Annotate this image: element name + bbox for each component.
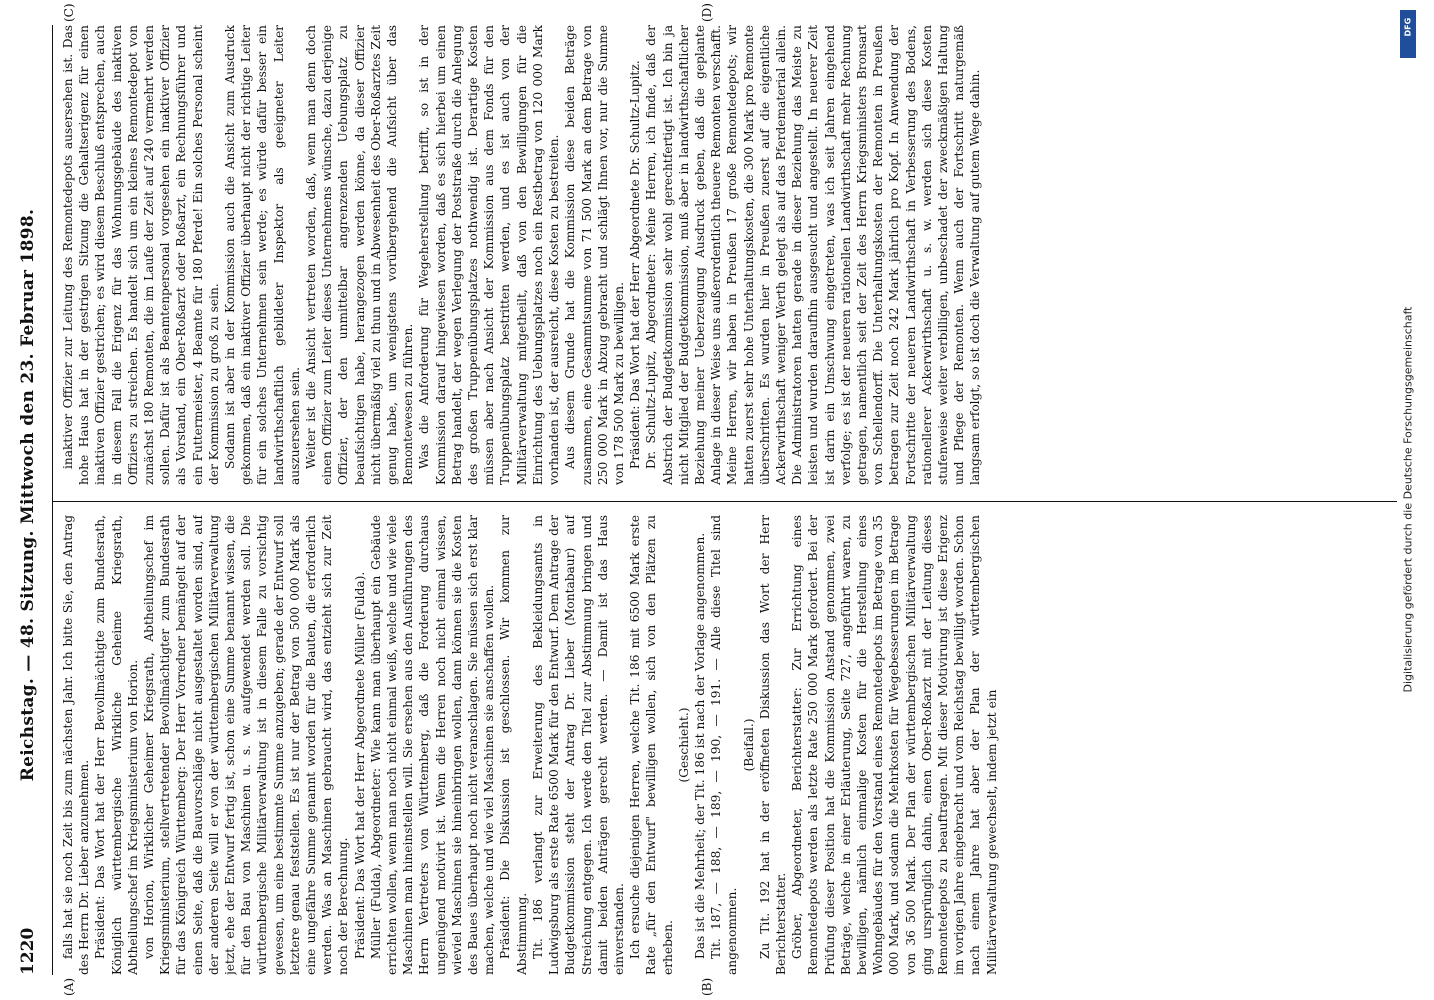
page-number: 1220 — [18, 927, 38, 975]
dfg-logo-text: DFG — [1403, 17, 1413, 37]
digitization-credit — [1394, 0, 1422, 1000]
dfg-logo — [1400, 10, 1416, 58]
paragraph: Präsident: Die Diskussion ist geschlossen. Wir kommen zur Abstimmung. — [498, 515, 529, 975]
margin-marker-b: (B) — [700, 977, 714, 996]
paragraph: Tit. 186 verlangt zur Erweiterung des Bekleidungsamts in Ludwigsburg als erste Rate 6500 Mark für den Entwurf. Dem Antrage der Budgetkommission steht der Antrag Dr. Lieber (Montabaur) auf Streichung entgegen. Ich werde den Titel zur Abstimmung bringen und damit beiden Anträgen gerecht werden. — Damit ist das Haus einverstanden. — [530, 515, 626, 975]
column-divider — [52, 501, 1397, 502]
paragraph: Tit. 187, — 188, — 189, — 190, — 191. — Alle diese Titel sind angenommen. — [709, 515, 740, 975]
paragraph: Weiter ist die Ansicht vertreten worden, daß, wenn man denn doch einen Offizier zum Leiter dieses Unternehmens wünsche, dazu derjenige Offizier, der den unmittelbar angrenzenden Uebungsplatz zu beaufsichtigen habe, herangezogen werden könne, da dieser Offizier nicht übermäßig viel zu thun und in Abwesenheit des Ober-Roßarztes Zeit genug habe, um wenigstens vorübergehend die Aufsicht über das Remontewesen zu führen. — [304, 25, 416, 485]
paragraph: Zu Tit. 192 hat in der eröffneten Diskussion das Wort der Herr Berichterstatter. — [757, 515, 788, 975]
page-header — [10, 0, 50, 1000]
stage-direction: (Geschieht.) — [676, 707, 691, 783]
paragraph: Aus diesem Grunde hat die Kommission diese beiden Beträge zusammen, eine Gesammtsumme von 71 500 Mark an dem Betrage von 250 000 Mark in Abzug gebracht und schlägt Ihnen vor, nur die Summe von 178 500 Mark zu bewilligen. — [563, 25, 626, 485]
paragraph: Sodann ist aber in der Kommission auch die Ansicht zum Ausdruck gekommen, daß ein inaktiver Offizier überhaupt nicht der richtige Leiter für ein solches Unternehmen sein werde; es würde dafür besser ein landwirthschaftlich gebildeter Inspektor als geeigneter Leiter auszuersehen sein. — [223, 25, 302, 485]
right-column — [60, 25, 1390, 485]
paragraph: Was die Anforderung für Wegeherstellung betrifft, so ist in der Kommission darauf hingewiesen worden, daß es sich hierbei um einen Betrag handelt, der wegen Verlegung der Poststraße durch die Anlegung des großen Truppenübungsplatzes nothwendig ist. Derartige Kosten müssen aber nach Ansicht der Kommission aus dem Fonds für den Truppenübungsplatz bestritten werden, und es ist auch von der Militärverwaltung mitgetheilt, daß von den Bewilligungen für die Einrichtung des Uebungsplatzes noch ein Restbetrag von 120 000 Mark vorhanden ist, der ausreicht, diese Kosten zu bestreiten. — [417, 25, 562, 485]
paragraph: falls hat sie noch Zeit bis zum nächsten Jahr. Ich bitte Sie, den Antrag des Herrn Dr. Lieber anzunehmen. — [61, 515, 92, 975]
left-column — [60, 515, 1390, 975]
paragraph: Präsident: Das Wort hat der Herr Bevollmächtigte zum Bundesrath, Königlich württembergische Wirkliche Geheime Kriegsrath, Abtheilungschef im Kriegsministerium von Horion. — [93, 515, 140, 975]
header-rule — [52, 25, 53, 975]
margin-marker-c: (C) — [62, 3, 76, 22]
paragraph: inaktiver Offizier zur Leitung des Remontedepots ausersehen ist. Das hohe Haus hat in der gestrigen Sitzung die Gehaltserigenz für einen inaktiven Offizier gestrichen; es wird diesem Beschluß entsprechen, auch in diesem Fall die Erigenz für das Wohnungsgebäude des inaktiven Offiziers zu streichen. Es handelt sich um ein kleines Remontedepot von zunächst 180 Remonten, die im Laufe der Zeit auf 240 vermehrt werden sollen. Dafür ist als Beamtenpersonal vorgesehen ein inaktiver Offizier als Vorstand, ein Ober-Roßarzt oder Roßarzt, ein Rechnungsführer und ein Futtermeister, 4 Beamte für 180 Pferde! Ein solches Personal scheint der Kommission zu groß zu sein. — [61, 25, 221, 485]
margin-marker-d: (D) — [700, 3, 714, 22]
paragraph: von Horion, Wirklicher Geheimer Kriegsrath, Abtheilungschef im Kriegsministerium, stellvertretender Bevollmächtigter zum Bundesrath für das Königreich Württemberg: Der Herr Vorredner bemängelt auf der einen Seite, daß die Bauvorschläge nicht ausgestaltet worden sind, auf der anderen Seite will er von der württembergischen Militärverwaltung jetzt, ehe der Entwurf fertig ist, schon eine Summe benannt wissen, die für den Bau von Maschinen u. s. w. aufgewendet werden soll. Die württembergische Militärverwaltung ist in diesem Falle zu vorsichtig gewesen, um eine bestimmte Summe anzugeben; gerade der Entwurf soll letztere genau feststellen. Es ist nur der Betrag von 500 000 Mark als eine ungefähre Summe genannt worden für die Bauten, die erforderlich werden. Was an Maschinen gebraucht wird, das entzieht sich zur Zeit noch der Berechnung. — [142, 515, 351, 975]
credit-text: Digitalisierung gefördert durch die Deutsche Forschungsgemeinschaft — [1401, 306, 1415, 693]
stage-direction: (Beifall.) — [741, 718, 756, 772]
paragraph: Präsident: Das Wort hat der Herr Abgeordnete Dr. Schultz-Lupitz. — [628, 60, 643, 469]
margin-marker-a: (A) — [62, 977, 76, 996]
paragraph: Das ist die Mehrheit; der Tit. 186 ist nach der Vorlage angenommen. — [692, 532, 707, 959]
paragraph: Dr. Schultz-Lupitz, Abgeordneter: Meine Herren, ich finde, daß der Abstrich der Budgetkommission sehr wohl gerechtfertigt ist. Ich bin ja nicht Mitglied der Budgetkommission, muß aber in landwirthschaftlicher Beziehung meiner Ueberzeugung Ausdruck geben, daß die geplante Anlage in dieser Weise uns außerordentlich theuere Remonten verschafft. Meine Herren, wir haben in Preußen 17 große Remontedepots; wir hatten zuerst sehr hohe Unterhaltungskosten, die 300 Mark pro Remonte überschritten. Es wurden hier in Preußen zuerst auf die eigentliche Ackerwirthschaft weniger Werth gelegt als auf das Pferdematerial allein. Die Administratoren hatten gerade in dieser Beziehung das Meiste zu leisten und wurden daraufhin ausgesucht und angestellt. In neuerer Zeit ist darin ein Umschwung eingetreten, was ich seit Jahren eingehend verfolge; es ist der neueren rationellen Landwirthschaft mehr Rechnung getragen, namentlich seit der Zeit des Herrn Kriegsministers Bronsart von Schellendorff. Die Unterhaltungskosten der Remonten in Preußen betragen zur Zeit noch 242 Mark jährlich pro Kopf. In Anwendung der Fortschritte der neueren Landwirthschaft in Verbesserung des Bodens, rationellerer Ackerwirthschaft u. s. w. werden sich diese Kosten stufenweise weiter verbilligen, unbeschadet der zweckmäßigen Haltung und Pflege der Remonten. Wenn auch der Fortschritt naturgemäß langsam erfolgt, so ist doch die Verwaltung auf gutem Wege dahin. — [644, 25, 983, 485]
paragraph: Präsident: Das Wort hat der Herr Abgeordnete Müller (Fulda). — [352, 571, 367, 959]
running-title: Reichstag. — 48. Sitzung. Mittwoch den 23. Februar 1898. — [18, 208, 38, 782]
paragraph: Müller (Fulda), Abgeordneter: Wie kann man überhaupt ein Gebäude errichten wollen, wenn man noch nicht einmal weiß, welche und wie viele Maschinen man hineinstellen will. Sie ersehen aus den Ausführungen des Herrn Vertreters von Württemberg, daß die Forderung durchaus ungenügend motivirt ist. Wenn die Herren noch nicht einmal wissen, wieviel Maschinen sie hineinbringen wollen, dann können sie die Kosten des Baues überhaupt noch nicht veranschlagen. Sie müssen sich erst klar machen, welche und wie viel Maschinen sie anschaffen wollen. — [368, 515, 497, 975]
paragraph: Ich ersuche diejenigen Herren, welche Tit. 186 mit 6500 Mark erste Rate „für den Entwurf" bewilligen wollen, sich von den Plätzen zu erheben. — [628, 515, 675, 975]
paragraph: Gröber, Abgeordneter, Berichterstatter: Zur Errichtung eines Remontedepots werden als letzte Rate 250 000 Mark gefordert. Bei der Prüfung dieser Position hat die Kommission Anstand genommen, zwei Beträge, welche in einer Erläuterung, Seite 727, angeführt waren, zu bewilligen, nämlich einmalige Kosten für die Herstellung eines Wohngebäudes für den Vorstand eines Remontedepots im Betrage von 35 000 Mark, und sodann die Mehrkosten für Wegebesserungen im Betrage von 36 500 Mark. Der Plan der württembergischen Militärverwaltung ging ursprünglich dahin, einen Ober-Roßarzt mit der Leitung dieses Remontedepots zu beauftragen. Mit dieser Motivirung ist diese Erigenz im vorigen Jahre eingebracht und vom Reichstag bewilligt worden. Schon nach einem Jahre hat aber der Plan der württembergischen Militärverwaltung gewechselt, indem jetzt ein — [790, 515, 999, 975]
